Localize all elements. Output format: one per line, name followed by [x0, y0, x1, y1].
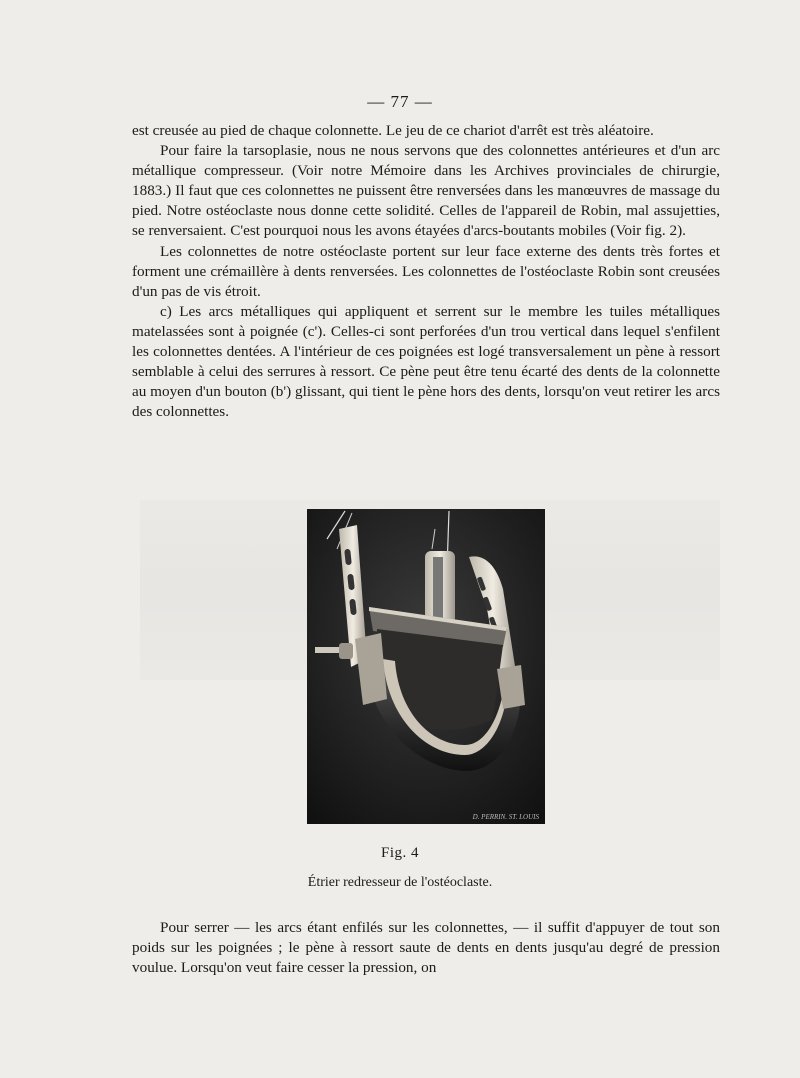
page-number: — 77 — — [367, 92, 433, 111]
photo-signature: D. PERRIN. ST. LOUIS — [472, 813, 539, 821]
body-text-top — [132, 121, 720, 422]
paragraph: Les colonnettes de notre ostéoclaste portent sur leur face externe des dents très fortes et forment une crémaillère à dents renversées. Les colonnettes de l'ostéoclaste Robin sont creusées d'un pas de vis étroit. — [132, 242, 720, 300]
paragraph: c) Les arcs métalliques qui appliquent et serrent sur le membre les tuiles métalliques matelassées sont à poignée (c'). Celles-ci sont perforées d'un trou vertical dans lequel s'enfilent les colonnettes dentées. A l'intérieur de ces poignées est logé transversalement un pène à ressort semblable à celui des serrures à ressort. Ce pène peut être tenu écarté des dents de la colonnette au moyen d'un bouton (b') glissant, qui tient le pène hors des dents, lorsqu'on veut retirer les arcs des colonnettes. — [132, 302, 720, 421]
figure-label: Fig. 4 — [380, 845, 419, 861]
paragraph: est creusée au pied de chaque colonnette. Le jeu de ce chariot d'arrêt est très aléatoire. — [132, 122, 654, 139]
paragraph: Pour serrer — les arcs étant enfilés sur les colonnettes, — il suffit d'appuyer de tout son poids sur les poignées ; le pène à ressort saute de dents en dents jusqu'au degré de pression voulue. Lorsqu'on veut faire cesser la pression, on — [132, 919, 720, 977]
figure-photo — [307, 509, 545, 824]
body-text-bottom — [132, 918, 720, 978]
figure-caption: Étrier redresseur de l'ostéoclaste. — [307, 875, 493, 890]
osteoclast-stirrup-illustration — [307, 509, 545, 824]
paragraph: Pour faire la tarsoplasie, nous ne nous servons que des colonnettes antérieures et d'un arc métallique compresseur. (Voir notre Mémoire dans les Archives provinciales de chirurgie, 1883.) Il faut que ces colonnettes ne puissent être renversées dans les manœuvres de massage du pied. Notre ostéoclaste nous donne cette solidité. Celles de l'appareil de Robin, mal assujetties, se renversaient. C'est pourquoi nous les avons étayées d'arcs-boutants mobiles (Voir fig. 2). — [132, 142, 720, 240]
